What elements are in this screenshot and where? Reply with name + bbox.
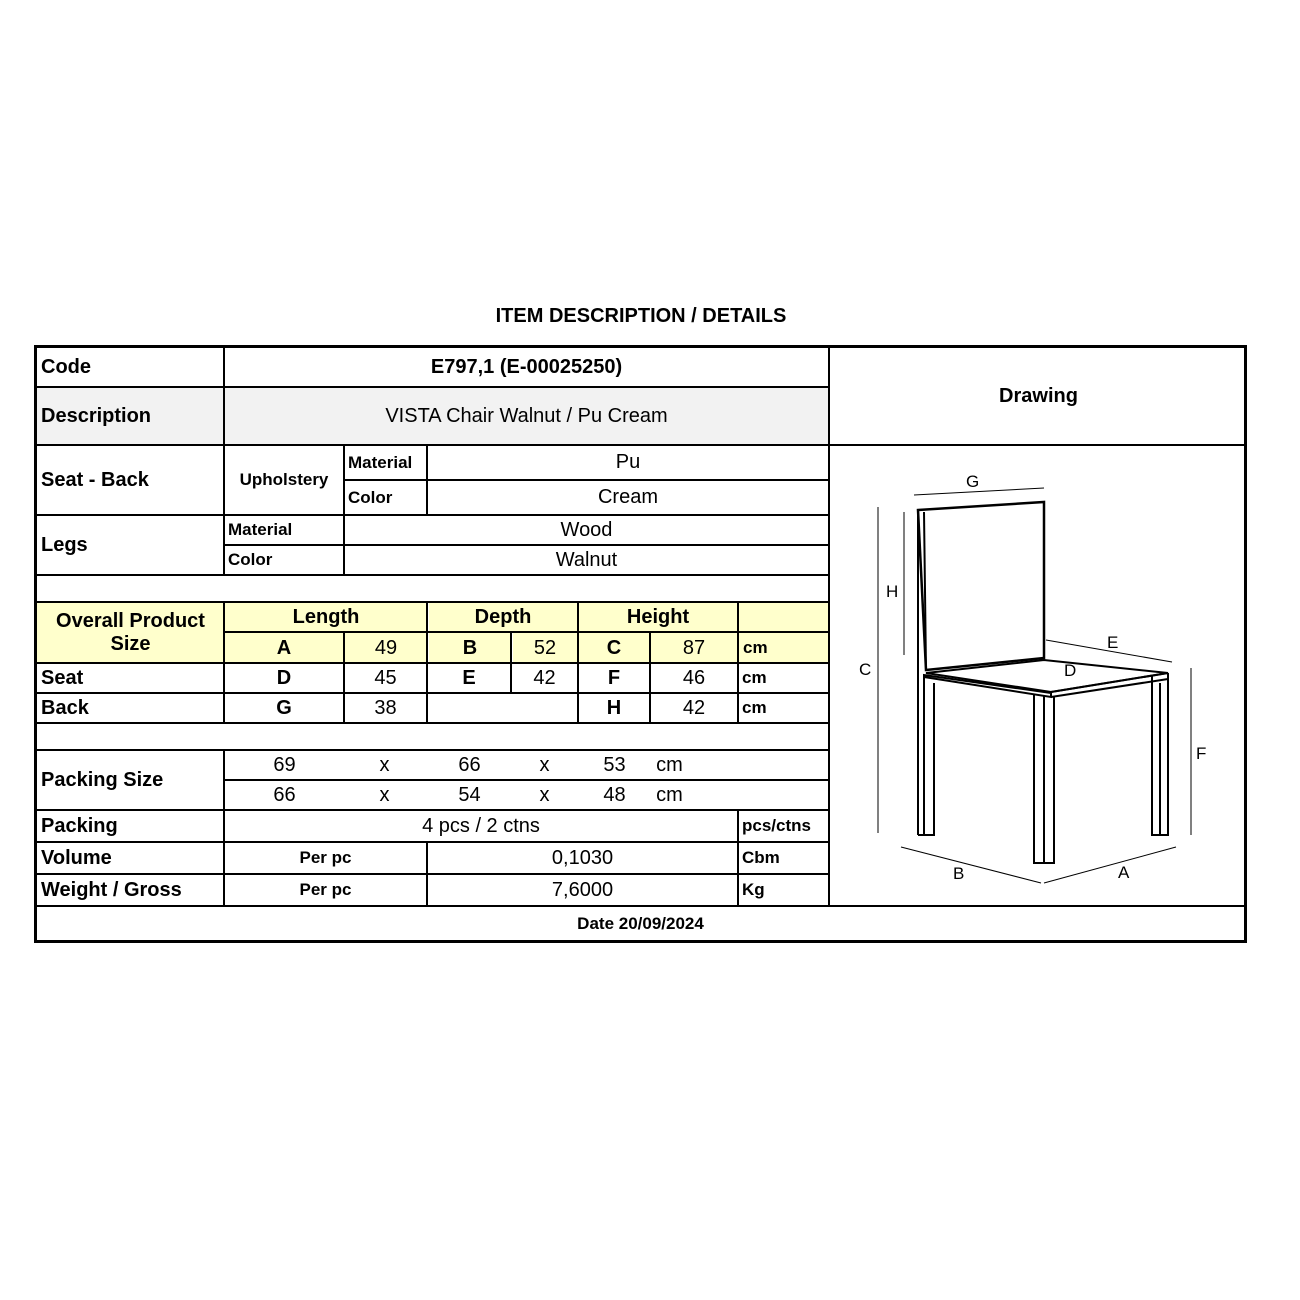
code-value: E797,1 (E-00025250) [430, 355, 623, 378]
drawing-letter-e: E [1107, 633, 1119, 652]
drawing-header: Drawing [999, 384, 1078, 407]
packing-label: Packing [41, 814, 118, 837]
packing-unit: pcs/ctns [742, 816, 811, 836]
length-header: Length [225, 603, 427, 631]
dim-d-value: 45 [374, 666, 397, 689]
packing-row1-unit: cm [656, 753, 683, 776]
page-title: ITEM DESCRIPTION / DETAILS [495, 305, 787, 327]
seat-back-label: Seat - Back [41, 468, 149, 491]
dim-c-value: 87 [651, 633, 737, 663]
legs-color-label: Color [228, 550, 273, 570]
dim-d-letter: D [276, 666, 292, 689]
dim-h-letter: H [606, 696, 622, 719]
chair-drawing [826, 445, 1246, 905]
dim-g-letter: G [276, 696, 292, 719]
dim-f-value: 46 [682, 666, 706, 689]
legs-label: Legs [41, 533, 88, 556]
weight-per: Per pc [299, 880, 352, 900]
dim-a-value: 49 [345, 633, 427, 663]
volume-unit: Cbm [742, 848, 780, 868]
seat-material-value: Pu [615, 451, 641, 473]
code-label: Code [41, 355, 91, 378]
legs-material-label: Material [228, 520, 293, 540]
back-size-label: Back [41, 696, 89, 719]
packing-row2-unit: cm [656, 783, 683, 806]
packing-row2-l: 66 [273, 783, 296, 806]
seat-size-label: Seat [41, 666, 84, 689]
seat-color-value: Cream [597, 486, 658, 508]
packing-row1-l: 69 [273, 753, 296, 776]
dim-g-value: 38 [374, 696, 397, 719]
drawing-letter-f: F [1196, 744, 1207, 763]
drawing-letter-d: D [1064, 661, 1077, 680]
drawing-letter-h: H [886, 582, 899, 601]
dim-b-letter: B [429, 633, 511, 663]
volume-per: Per pc [299, 848, 352, 868]
packing-row2-x1: x [379, 783, 390, 806]
packing-row2-h: 48 [603, 783, 626, 806]
seat-color-label: Color [348, 487, 393, 507]
unit-header [739, 603, 829, 631]
dim-h-value: 42 [682, 696, 706, 719]
height-header: Height [579, 603, 737, 631]
dim-a-letter: A [225, 633, 343, 663]
drawing-letter-b: B [953, 864, 965, 883]
weight-label: Weight / Gross [41, 878, 182, 901]
seat-material-label: Material [348, 452, 413, 472]
description-value: VISTA Chair Walnut / Pu Cream [225, 388, 828, 444]
back-unit: cm [742, 698, 767, 718]
packing-value: 4 pcs / 2 ctns [422, 814, 540, 837]
packing-row2-w: 54 [458, 783, 481, 806]
volume-value: 0,1030 [551, 846, 614, 869]
packing-row1-x2: x [539, 753, 550, 776]
overall-unit: cm [739, 633, 829, 663]
legs-material-value: Wood [560, 518, 613, 541]
weight-value: 7,6000 [551, 878, 614, 901]
packing-row1-x1: x [379, 753, 390, 776]
packing-row2-x2: x [539, 783, 550, 806]
weight-unit: Kg [742, 880, 765, 900]
drawing-letter-c: C [859, 660, 872, 679]
description-label: Description [37, 388, 223, 444]
dim-f-letter: F [607, 666, 621, 689]
drawing-letter-g: G [966, 472, 980, 491]
overall-size-label [37, 603, 224, 663]
seat-unit: cm [742, 668, 767, 688]
dim-e-value: 42 [533, 666, 556, 689]
packing-size-label: Packing Size [41, 768, 164, 791]
depth-header: Depth [429, 603, 577, 631]
upholstery-label: Upholstery [239, 470, 329, 490]
volume-label: Volume [41, 846, 112, 869]
overall-size-line2: Size [110, 633, 151, 655]
drawing-letter-a: A [1118, 863, 1130, 882]
dim-c-letter: C [579, 633, 649, 663]
packing-row1-h: 53 [603, 753, 626, 776]
legs-color-value: Walnut [555, 548, 618, 571]
overall-size-line1: Overall Product [56, 610, 205, 632]
date-footer: Date 20/09/2024 [577, 914, 704, 934]
dim-e-letter: E [462, 666, 476, 689]
dim-b-value: 52 [513, 633, 577, 663]
packing-row1-w: 66 [458, 753, 481, 776]
